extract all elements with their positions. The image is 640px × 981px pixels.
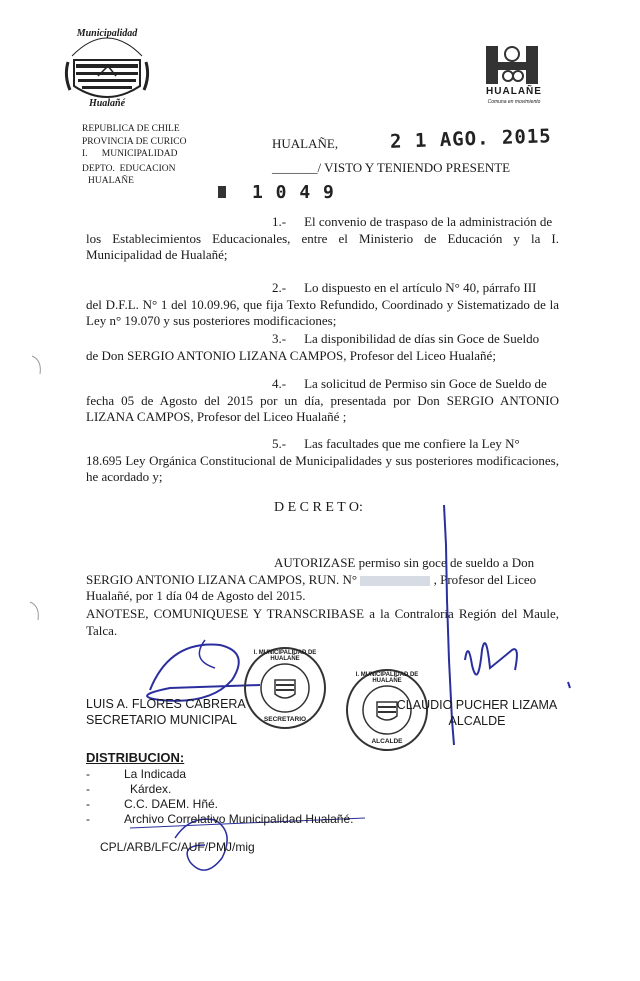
left-signatory <box>86 696 246 728</box>
initials-line: CPL/ARB/LFC/AUF/PMJ/mig <box>100 840 255 854</box>
autorizase-line2-b: , Profesor del Liceo <box>433 571 537 587</box>
decreto-heading: D E C R E T O: <box>274 500 363 515</box>
autorizase-line3: Hualañé, por 1 día 04 de Agosto del 2015. <box>86 588 306 603</box>
item-rest: del D.F.L. N° 1 del 10.09.96, que fija Texto Refundido, Coordinado y Sistematizado de la Ley n° 19.070 y sus posteriores modificaciones; <box>86 296 559 328</box>
hualane-logo-tagline: Comuna en movimiento <box>487 99 541 105</box>
item-lead: Lo dispuesto en el artículo N° 40, párrafo III <box>304 280 537 295</box>
crest-top-text: Municipalidad <box>76 28 138 39</box>
item-num: 1.- <box>272 214 287 229</box>
header-line: REPUBLICA DE CHILE <box>82 124 180 134</box>
distribucion-title: DISTRIBUCION: <box>86 750 185 765</box>
crest-bottom-text: Hualañé <box>88 98 126 109</box>
anotese-paragraph: ANOTESE, COMUNIQUESE Y TRANSCRIBASE a la Contraloría Región del Maule, Talca. <box>86 606 559 638</box>
item-num: 3.- <box>272 331 287 346</box>
distribucion-list <box>86 767 353 827</box>
city-label: HUALAÑE, <box>272 136 339 151</box>
item-lead: La solicitud de Permiso sin Goce de Sueldo de <box>304 376 547 391</box>
item-rest: los Establecimientos Educacionales, entre el Ministerio de Educación y la I. Municipalidad de Hualañé; <box>86 230 559 262</box>
item-num: 4.- <box>272 376 287 391</box>
seal-top-text: I. MUNICIPALIDAD DE HUALAÑE <box>253 650 317 662</box>
item-rest: fecha 05 de Agosto del 2015 por un día, presentada por Don SERGIO ANTONIO LIZANA CAMPOS, Profesor del Liceo Hualañé ; <box>86 392 559 424</box>
item-rest: 18.695 Ley Orgánica Constitucional de Municipalidades y sus posteriores modificaciones, he acordado y; <box>86 452 559 484</box>
item-lead: El convenio de traspaso de la administración de <box>304 214 553 229</box>
header-line: DEPTO. EDUCACION <box>82 164 176 174</box>
item-lead: Las facultades que me confiere la Ley N° <box>304 436 520 451</box>
punch-mark-icon <box>30 354 44 376</box>
list-item: - Kárdex. <box>86 782 172 796</box>
right-signatory-title: ALCALDE <box>448 714 506 728</box>
header-line: I. MUNICIPALIDAD <box>82 149 178 159</box>
list-item: - C.C. DAEM. Hñé. <box>86 797 219 811</box>
list-item: - La Indicada <box>86 767 187 781</box>
seal-bottom-text: SECRETARIO <box>263 716 307 723</box>
secretario-stamp <box>243 646 327 730</box>
seal-bottom-text: ALCALDE <box>371 738 403 745</box>
left-signatory-name: LUIS A. FLORES CABRERA <box>86 697 246 711</box>
right-signatory <box>392 697 562 729</box>
right-signatory-name: CLAUDIO PUCHER LIZAMA <box>396 698 558 712</box>
left-signatory-title: SECRETARIO MUNICIPAL <box>86 713 237 727</box>
item-lead: La disponibilidad de días sin Goce de Sueldo <box>304 331 540 346</box>
seal-top-text: I. MUNICIPALIDAD DE HUALAÑE <box>355 672 419 684</box>
header-line: PROVINCIA DE CURICO <box>82 137 187 147</box>
item-rest: de Don SERGIO ANTONIO LIZANA CAMPOS, Profesor del Liceo Hualañé; <box>86 347 496 363</box>
visto-line: _______/ VISTO Y TENIENDO PRESENTE <box>272 160 511 175</box>
date-stamp: 2 1 AGO. 2015 <box>389 125 553 153</box>
header-line: HUALAÑE <box>88 176 134 186</box>
autorizase-line2-a: SERGIO ANTONIO LIZANA CAMPOS, RUN. N° <box>86 571 358 587</box>
list-item: - Archivo Correlativo Municipalidad Hualañé. <box>86 812 354 826</box>
doc-number: 1 0 4 9 <box>252 182 335 203</box>
item-num: 2.- <box>272 280 287 295</box>
item-num: 5.- <box>272 436 287 451</box>
hualane-logo-name: HUALAÑE <box>486 86 542 97</box>
autorizase-lead: AUTORIZASE permiso sin goce de sueldo a Don <box>274 555 535 570</box>
punch-mark-icon <box>28 600 42 622</box>
